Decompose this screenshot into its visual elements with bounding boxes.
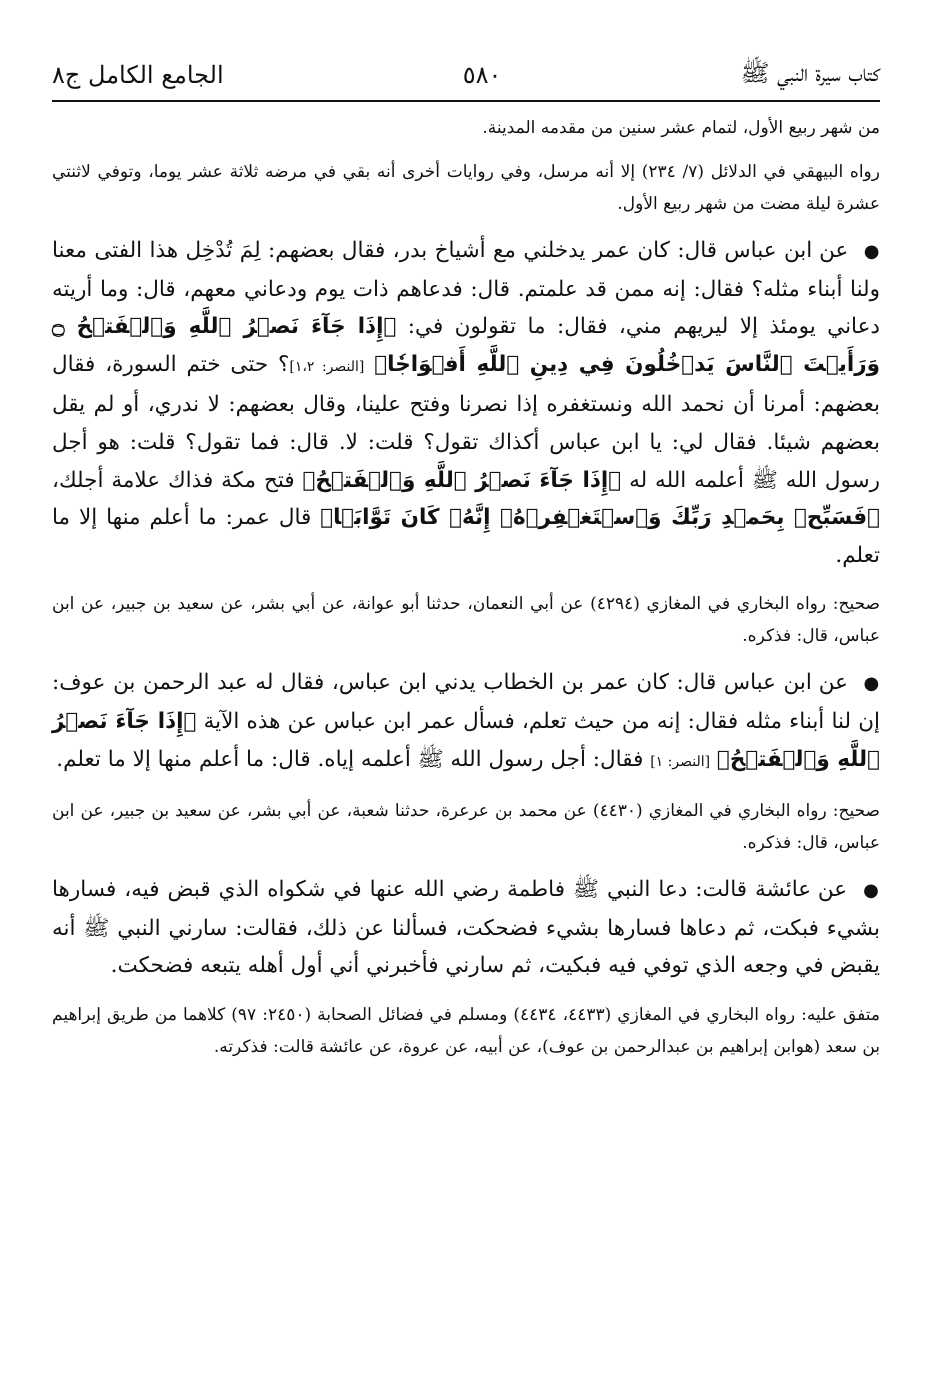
note-paragraph: متفق عليه: رواه البخاري في المغازي (٤٤٣٣، ٤٤٣٤) ومسلم في فضائل الصحابة (٢٤٥٠: ٩٧) كلاهما من طريق إبراهيم بن سعد (هوابن إبراهيم بن عبدالرحمن بن عوف)، عن أبيه، عن عروة، عن عائشة قالت: فذكرته. bbox=[52, 1004, 880, 1057]
hadith-text: قال عمر: ما أعلم منها إلا ما تعلم. bbox=[52, 505, 880, 568]
note-paragraph: من شهر ربيع الأول، لتمام عشر سنين من مقدمه المدينة. bbox=[482, 118, 880, 138]
hadith-text: عن عائشة قالت: دعا النبي ﷺ فاطمة رضي الله عنها في شكواه الذي قبض فيه، فسارها بشيء فبكت، ثم دعاها فسارها بشيء فضحكت، فسألنا عن ذلك، فقالت: سارني النبي ﷺ أنه يقبض في وجعه الذي توفي فيه فبكيت، ثم سارني فأخبرني أني أول أهله يتبعه فضحكت. bbox=[52, 877, 880, 979]
hadith-paragraph bbox=[52, 232, 880, 574]
hadith-paragraph bbox=[52, 664, 880, 781]
bullet-icon: ● bbox=[863, 673, 880, 695]
hadith-text: عن ابن عباس قال: كان عمر بن الخطاب يدني ابن عباس، فقال له عبد الرحمن بن عوف: إن لنا أبناء مثله فقال: إنه من حيث تعلم، فسأل عمر ابن عباس عن هذه الآية bbox=[52, 670, 880, 734]
book-title: كتاب سيرة النبي ﷺ bbox=[740, 58, 880, 87]
header-divider bbox=[52, 100, 880, 102]
quran-verse: ﴿فَسَبِّحۡ بِحَمۡدِ رَبِّكَ وَٱسۡتَغۡفِرۡهُۚ إِنَّهُۥ كَانَ تَوَّابَۢا﴾ bbox=[320, 505, 880, 531]
hadith-paragraph bbox=[52, 871, 880, 985]
hadith-text: ؟ حتى ختم السورة، فقال بعضهم: أمرنا أن نحمد الله ونستغفره إذا نصرنا وفتح علينا، وقال بعضهم: لا ندري، أو لم يقل بعضهم شيئا. فقال لي: يا ابن عباس أكذاك تقول؟ قلت: لا. قال: فما تقول؟ قلت: هو أجل رسول الله ﷺ أعلمه الله له bbox=[52, 351, 881, 493]
note-paragraph: رواه البيهقي في الدلائل (٧/ ٢٣٤) إلا أنه مرسل، وفي روايات أخرى أنه بقي في مرضه ثلاثة عشر يوما، وتوفي لاثنتي عشرة ليلة مضت من شهر ربيع الأول. bbox=[52, 162, 880, 214]
hadith-text: فتح مكة فذاك علامة أجلك، bbox=[52, 467, 295, 493]
quran-verse: ﴿إِذَا جَآءَ نَصۡرُ ٱللَّهِ وَٱلۡفَتۡحُ ۝ وَرَأَيۡتَ ٱلنَّاسَ يَدۡخُلُونَ فِي دِينِ ٱللَّهِ أَفۡوَاجٗا﴾ bbox=[52, 314, 880, 377]
bullet-icon: ● bbox=[863, 880, 880, 902]
hadith-text: عن ابن عباس قال: كان عمر يدخلني مع أشياخ بدر، فقال بعضهم: لِمَ تُدْخِل هذا الفتى معنا ولنا أبناء مثله؟ فقال: إنه ممن قد علمتم. قال: فدعاهم ذات يوم ودعاني معهم، قال: وما أريته دعاني يومئذ إلا ليريهم مني، فقال: ما تقولون في: bbox=[52, 238, 881, 340]
hadith-text: فقال: أجل رسول الله ﷺ أعلمه إياه. قال: ما أعلم منها إلا ما تعلم. bbox=[56, 746, 644, 772]
page-header bbox=[52, 52, 880, 98]
note-paragraph: صحيح: رواه البخاري في المغازي (٤٤٣٠) عن محمد بن عرعرة، حدثنا شعبة، عن أبي بشر، عن سعيد بن جبير، عن ابن عباس، قال: فذكره. bbox=[52, 801, 880, 854]
page-number: ٥٨٠ bbox=[462, 61, 502, 89]
quran-verse: ﴿إِذَا جَآءَ نَصۡرُ ٱللَّهِ وَٱلۡفَتۡحُ﴾ bbox=[302, 467, 622, 493]
book-page bbox=[52, 52, 880, 1075]
verse-reference: [النصر: ١،٢] bbox=[289, 358, 365, 375]
volume-label: الجامع الكامل ج٨ bbox=[52, 61, 224, 89]
note-paragraph: صحيح: رواه البخاري في المغازي (٤٢٩٤) عن أبي النعمان، حدثنا أبو عوانة، عن أبي بشر، عن سعيد بن جبير، عن ابن عباس، قال: فذكره. bbox=[52, 594, 880, 647]
page-body bbox=[52, 112, 880, 1063]
bullet-icon: ● bbox=[863, 241, 880, 262]
verse-reference: [النصر: ١] bbox=[650, 753, 711, 770]
quran-verse: ﴿إِذَا جَآءَ نَصۡرُ ٱللَّهِ وَٱلۡفَتۡحُ﴾ bbox=[52, 708, 880, 772]
